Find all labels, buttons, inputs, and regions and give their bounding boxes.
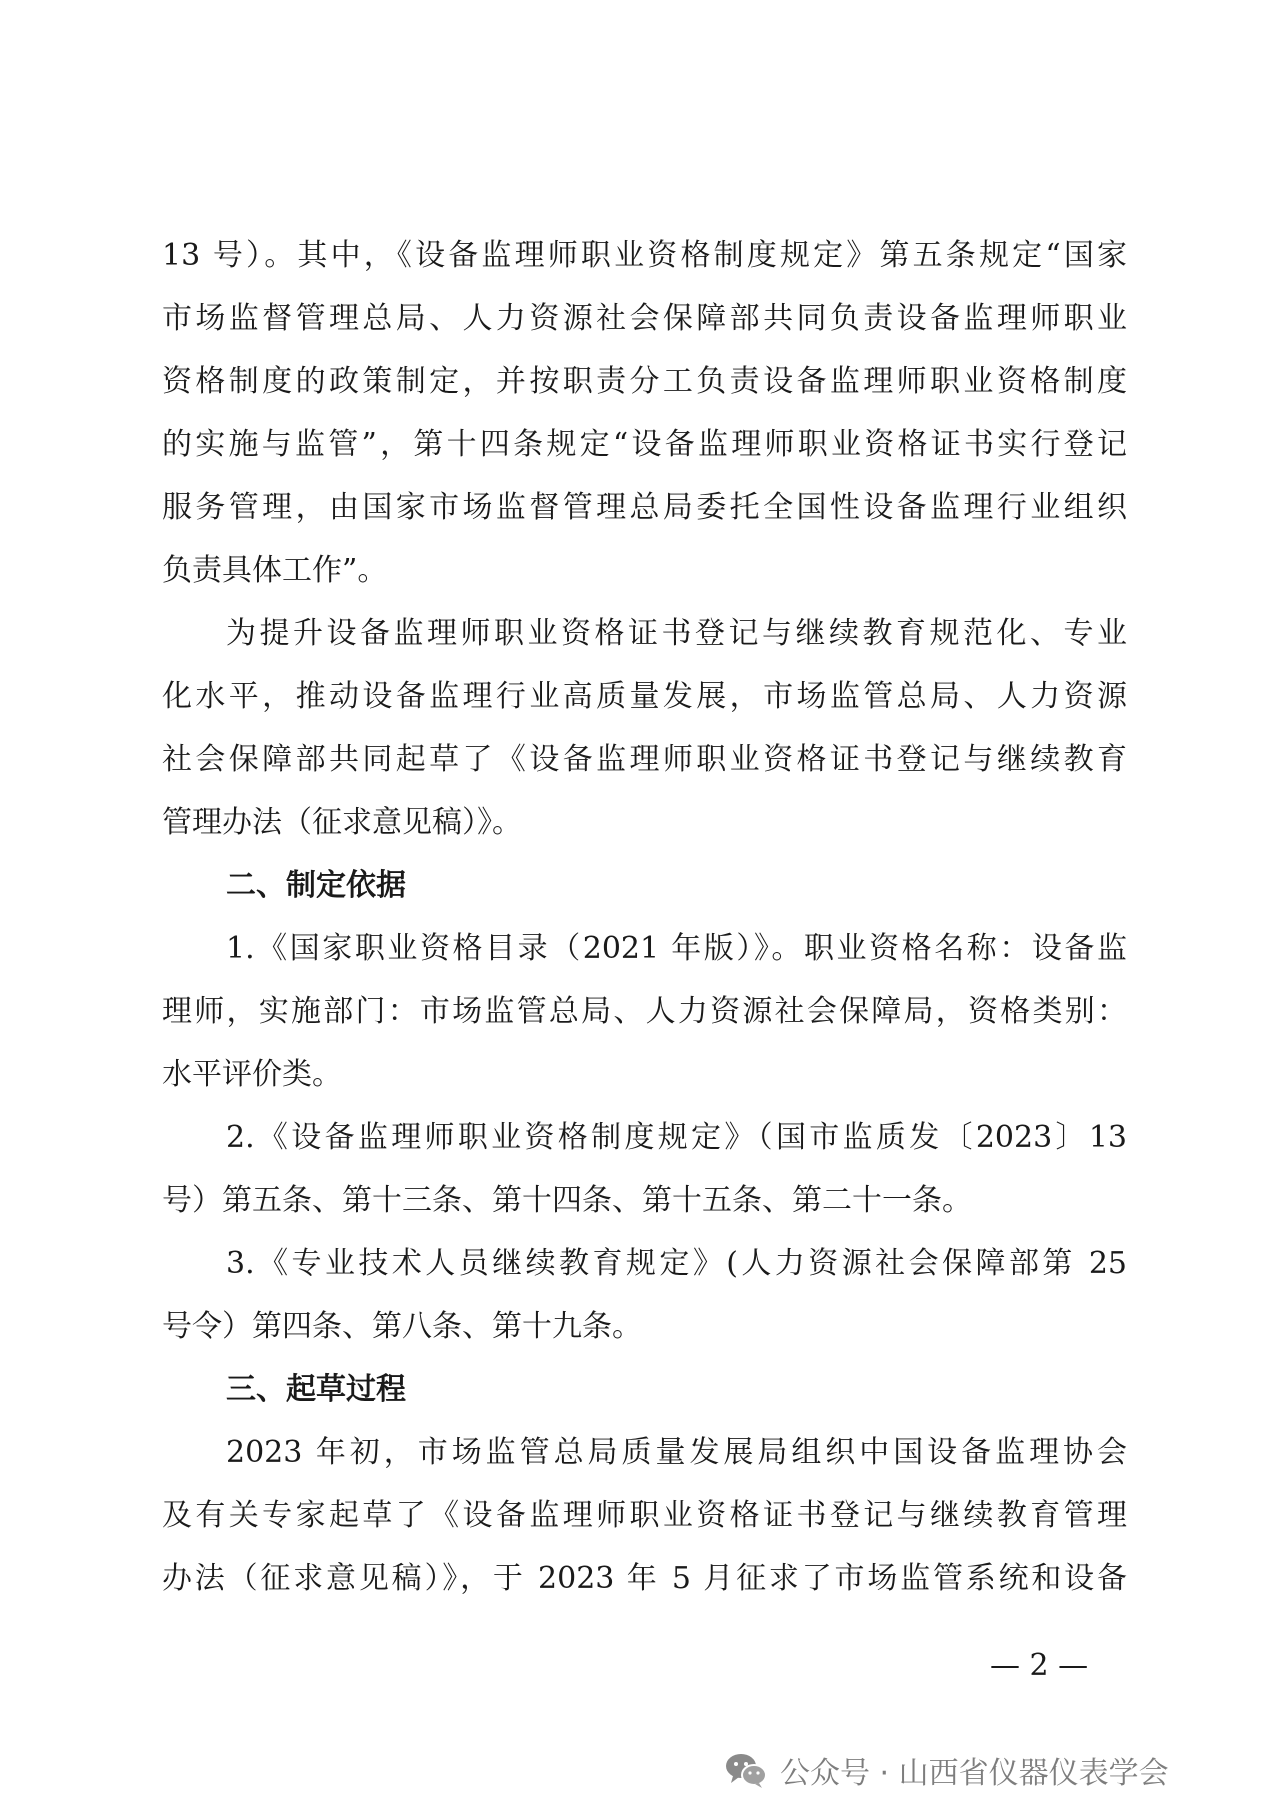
wechat-icon [724,1750,768,1790]
text-line: 社会保障部共同起草了《设备监理师职业资格证书登记与继续教育 [162,742,1127,777]
text-line: 水平评价类。 [162,1057,342,1092]
text-line: 办法（征求意见稿）》，于 2023 年 5 月征求了市场监管系统和设备 [162,1561,1127,1596]
text-line: 2023 年初，市场监管总局质量发展局组织中国设备监理协会 [226,1435,1127,1470]
text-line: 管理办法（征求意见稿）》。 [162,805,522,840]
document-body [162,224,1127,1610]
section-heading: 二、制定依据 [226,868,406,903]
text-line: 理师，实施部门：市场监管总局、人力资源社会保障局，资格类别： [162,994,1127,1029]
text-line: 服务管理，由国家市场监督管理总局委托全国性设备监理行业组织 [162,490,1127,525]
text-line: 号令）第四条、第八条、第十九条。 [162,1309,642,1344]
text-line: 负责具体工作”。 [162,553,388,588]
text-line: 1.《国家职业资格目录（2021 年版）》。职业资格名称：设备监 [226,931,1127,966]
text-line: 2.《设备监理师职业资格制度规定》（国市监质发〔2023〕13 [226,1120,1127,1155]
text-line: 的实施与监管”，第十四条规定“设备监理师职业资格证书实行登记 [162,427,1127,462]
text-line: 资格制度的政策制定，并按职责分工负责设备监理师职业资格制度 [162,364,1127,399]
section-heading: 三、起草过程 [226,1372,406,1407]
text-line: 化水平，推动设备监理行业高质量发展，市场监管总局、人力资源 [162,679,1127,714]
text-line: 3.《专业技术人员继续教育规定》(人力资源社会保障部第 25 [226,1246,1127,1281]
page-number: — 2 — [990,1648,1089,1683]
text-line: 及有关专家起草了《设备监理师职业资格证书登记与继续教育管理 [162,1498,1127,1533]
watermark-text: 公众号 · 山西省仪器仪表学会 [780,1756,1169,1791]
watermark [724,1748,1169,1792]
text-line: 号）第五条、第十三条、第十四条、第十五条、第二十一条。 [162,1183,972,1218]
text-line: 市场监督管理总局、人力资源社会保障部共同负责设备监理师职业 [162,301,1127,336]
text-line: 13 号）。其中，《设备监理师职业资格制度规定》第五条规定“国家 [162,238,1127,273]
text-line: 为提升设备监理师职业资格证书登记与继续教育规范化、专业 [226,616,1127,651]
